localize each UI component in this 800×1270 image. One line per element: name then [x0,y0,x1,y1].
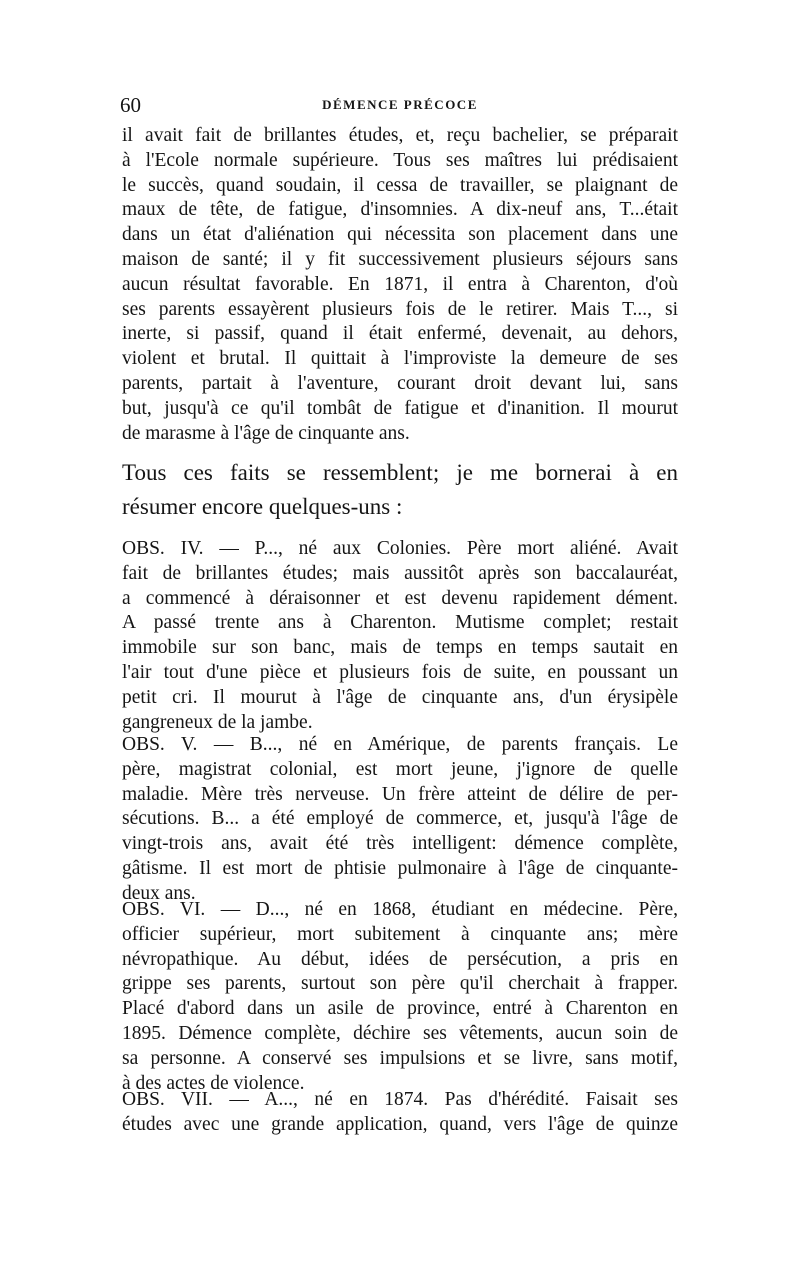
text-line: OBS. VI. — D..., né en 1868, étudiant en médecine. Père, [122,899,678,920]
text-line: vingt-trois ans, avait été très intelligent: démence complète, [122,833,678,855]
text-line: à des actes de violence. [122,1072,305,1094]
text-line: père, magistrat colonial, est mort jeune, j'ignore de quelle [122,758,678,780]
text-line: de marasme à l'âge de cinquante ans. [122,422,410,444]
observation-iv [122,537,678,735]
text-line: ses parents essayèrent plusieurs fois de le retirer. Mais T..., si [122,298,678,320]
text-line: maison de santé; il y fit successivement plusieurs séjours sans [122,248,678,270]
text-line: violent et brutal. Il quittait à l'improviste la demeure de ses [122,348,678,370]
text-line: officier supérieur, mort subitement à cinquante ans; mère [122,923,678,945]
observation-vi [122,898,678,1096]
text-line: petit cri. Il mourut à l'âge de cinquante ans, d'un érysipèle [122,686,678,708]
text-line: aucun résultat favorable. En 1871, il entra à Charenton, d'où [122,273,678,295]
text-line: a commencé à déraisonner et est devenu rapidement dément. [122,587,678,609]
text-line: le succès, quand soudain, il cessa de travailler, se plaignant de [122,174,678,196]
text-line: inerte, si passif, quand il était enfermé, devenait, au dehors, [122,323,678,345]
text-line: immobile sur son banc, mais de temps en temps sautait en [122,637,678,659]
text-line: résumer encore quelques-uns : [122,494,403,519]
observation-v [122,733,678,907]
text-line: dans un état d'aliénation qui nécessita son placement dans une [122,224,678,246]
text-line: Tous ces faits se ressemblent; je me bornerai à en [122,460,678,485]
text-line: parents, partait à l'aventure, courant droit devant lui, sans [122,372,678,394]
text-line: l'air tout d'une pièce et plusieurs fois de suite, en poussant un [122,661,678,683]
text-line: 1895. Démence complète, déchire ses vêtements, aucun soin de [122,1022,678,1044]
text-line: OBS. V. — B..., né en Amérique, de parents français. Le [122,734,678,755]
text-line: il avait fait de brillantes études, et, reçu bachelier, se préparait [122,125,678,146]
continuation-paragraph [122,124,678,446]
text-line: but, jusqu'à ce qu'il tombât de fatigue et d'inanition. Il mourut [122,397,678,419]
text-line: Placé d'abord dans un asile de province, entré à Charenton en [122,998,678,1020]
text-line: sécutions. B... a été employé de commerce, et, jusqu'à l'âge de [122,808,678,830]
text-line: à l'Ecole normale supérieure. Tous ses maîtres lui prédisaient [122,149,678,171]
text-line: A passé trente ans à Charenton. Mutisme complet; restait [122,612,678,634]
text-line: maladie. Mère très nerveuse. Un frère atteint de délire de per- [122,783,678,805]
text-line: grippe ses parents, surtout son père qu'il cherchait à frapper. [122,973,678,995]
running-head: DÉMENCE PRÉCOCE [322,97,478,112]
intro-paragraph [122,456,678,524]
text-line: OBS. IV. — P..., né aux Colonies. Père mort aliéné. Avait [122,538,678,559]
text-line: névropathique. Au début, idées de persécution, a pris en [122,948,678,970]
text-line: OBS. VII. — A..., né en 1874. Pas d'hérédité. Faisait ses [122,1089,678,1110]
page-number: 60 [120,93,141,117]
text-line: sa personne. A conservé ses impulsions et se livre, sans motif, [122,1047,678,1069]
observation-vii [122,1088,678,1138]
page-header [120,92,680,118]
text-line: fait de brillantes études; mais aussitôt après son baccalauréat, [122,562,678,584]
text-line: gangreneux de la jambe. [122,711,313,733]
text-line: études avec une grande application, quand, vers l'âge de quinze [122,1113,678,1135]
text-line: gâtisme. Il est mort de phtisie pulmonaire à l'âge de cinquante- [122,857,678,879]
text-line: maux de tête, de fatigue, d'insomnies. A dix-neuf ans, T...était [122,199,678,221]
text-line: deux ans. [122,882,196,904]
